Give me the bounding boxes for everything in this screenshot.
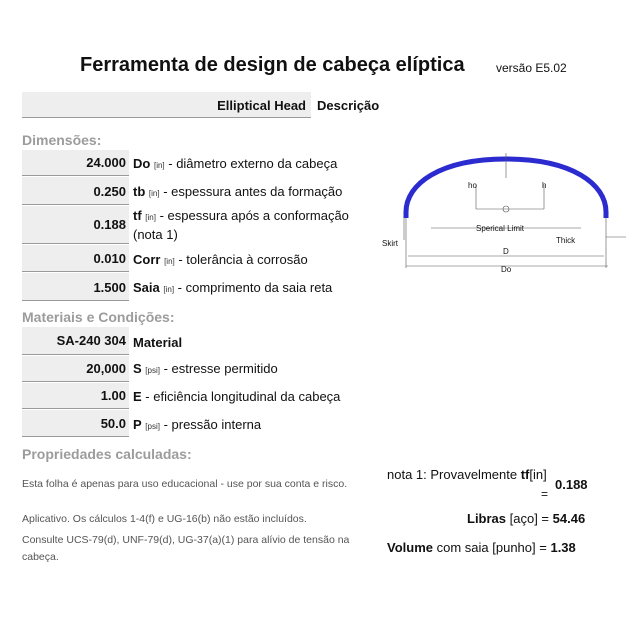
elliptical-head-diagram: [376, 148, 628, 273]
weight-result: Libras [aço] = 54.46: [467, 511, 586, 526]
stress-label: S [psi] - estresse permitido: [133, 361, 278, 376]
stress-input[interactable]: 20,000: [22, 356, 129, 382]
do-diagram-label: Do: [501, 265, 512, 273]
efficiency-input[interactable]: 1.00: [22, 383, 129, 409]
note1-eq: =: [541, 487, 549, 501]
do-label: Do [in] - diâmetro externo da cabeça: [133, 156, 338, 171]
description-input[interactable]: Elliptical Head: [22, 92, 311, 118]
thick-label: Thick: [556, 236, 576, 245]
skirt-label-diagram: Skirt: [382, 239, 398, 248]
material-input[interactable]: SA-240 304: [22, 327, 129, 355]
corr-label: Corr [in] - tolerância à corrosão: [133, 252, 308, 267]
consult-note: Consulte UCS-79(d), UNF-79(d), UG-37(a)(1) para alívio de tensão na cabeça.: [22, 534, 350, 563]
material-label: Material: [133, 335, 183, 350]
tf-input[interactable]: 0.188: [22, 206, 129, 244]
pressure-input[interactable]: 50.0: [22, 410, 129, 437]
section-calculated: Propriedades calculadas:: [22, 446, 192, 462]
ho-label: ho: [468, 181, 477, 190]
do-input[interactable]: 24.000: [22, 150, 129, 176]
educational-note: Esta folha é apenas para uso educacional - use por sua conta e risco.: [22, 478, 348, 490]
section-materials: Materiais e Condições:: [22, 309, 175, 325]
tb-input[interactable]: 0.250: [22, 177, 129, 205]
note1-value: 0.188: [555, 477, 588, 492]
volume-result: Volume com saia [punho] = 1.38: [387, 540, 576, 555]
d-label: D: [503, 247, 509, 256]
section-dimensions: Dimensões:: [22, 132, 102, 148]
note1-result: nota 1: Provavelmente tf[in]: [387, 467, 547, 482]
pressure-label: P [psi] - pressão interna: [133, 417, 262, 432]
tf-label: tf [in] - espessura após a conformação (nota 1): [133, 208, 349, 242]
version-label: versão E5.02: [496, 61, 567, 75]
skirt-label: Saia [in] - comprimento da saia reta: [133, 280, 333, 295]
efficiency-label: E - eficiência longitudinal da cabeça: [133, 389, 341, 404]
applicative-note: Aplicativo. Os cálculos 1-4(f) e UG-16(b) não estão incluídos.: [22, 513, 307, 525]
skirt-input[interactable]: 1.500: [22, 273, 129, 301]
h-label: h: [542, 181, 547, 190]
corr-input[interactable]: 0.010: [22, 245, 129, 272]
tb-label: tb [in] - espessura antes da formação: [133, 184, 343, 199]
description-label: Descrição: [317, 98, 380, 113]
spherical-limit-label: Sperical Limit: [476, 224, 525, 233]
page-title: Ferramenta de design de cabeça elíptica: [80, 54, 465, 76]
